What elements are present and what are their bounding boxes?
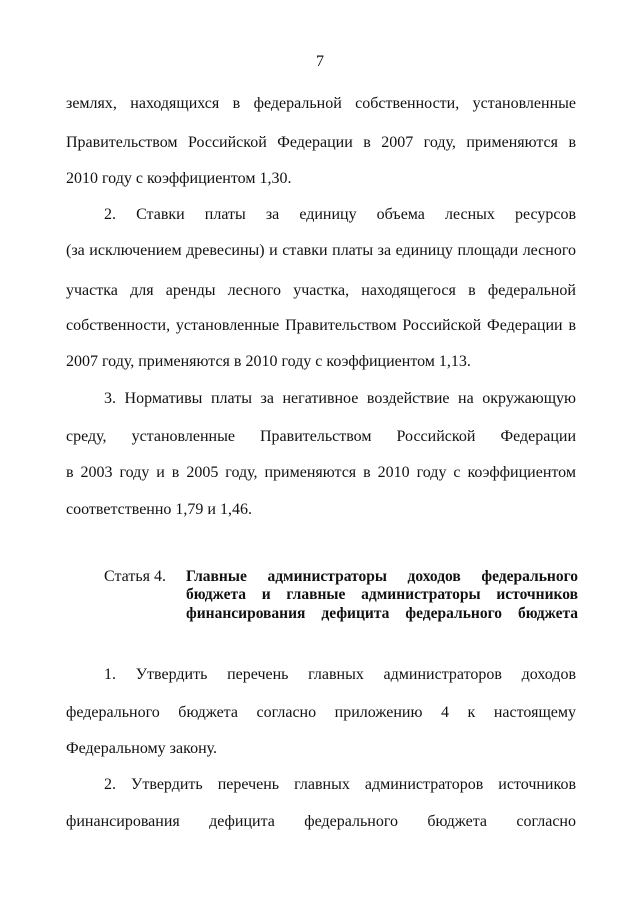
article-title-line: Главные администраторы доходов федерального [186,568,578,585]
text-line: 1. Утвердить перечень главных администраторов доходов [104,666,576,683]
text-line: в 2003 году и в 2005 году, применяются в 2010 году с коэффициентом [66,464,576,481]
page-number: 7 [316,53,324,70]
text-line: федерального бюджета согласно приложению 4 к настоящему [66,704,576,721]
text-line: 2. Ставки платы за единицу объема лесных ресурсов [104,206,576,223]
text-line: соответственно 1,79 и 1,46. [66,501,252,518]
article-label: Статья 4. [104,568,166,585]
text-line: финансирования дефицита федерального бюджета согласно [66,813,576,830]
text-line: землях, находящихся в федеральной собственности, установленные [66,95,576,112]
text-line: (за исключением древесины) и ставки платы за единицу площади лесного [66,242,576,259]
text-line: 3. Нормативы платы за негативное воздействие на окружающую [104,390,576,407]
text-line: 2010 году с коэффициентом 1,30. [66,170,292,187]
article-title-line: финансирования дефицита федерального бюджета [186,605,578,622]
text-line: 2. Утвердить перечень главных администраторов источников [104,776,576,793]
article-title-line: бюджета и главные администраторы источников [186,586,578,603]
text-line: участка для аренды лесного участка, находящегося в федеральной [66,282,576,299]
text-line: Правительством Российской Федерации в 2007 году, применяются в [66,134,576,151]
text-line: собственности, установленные Правительством Российской Федерации в [66,317,576,334]
text-line: 2007 году, применяются в 2010 году с коэффициентом 1,13. [66,353,471,370]
text-line: среду, установленные Правительством Российской Федерации [66,428,576,445]
text-line: Федеральному закону. [66,740,218,757]
